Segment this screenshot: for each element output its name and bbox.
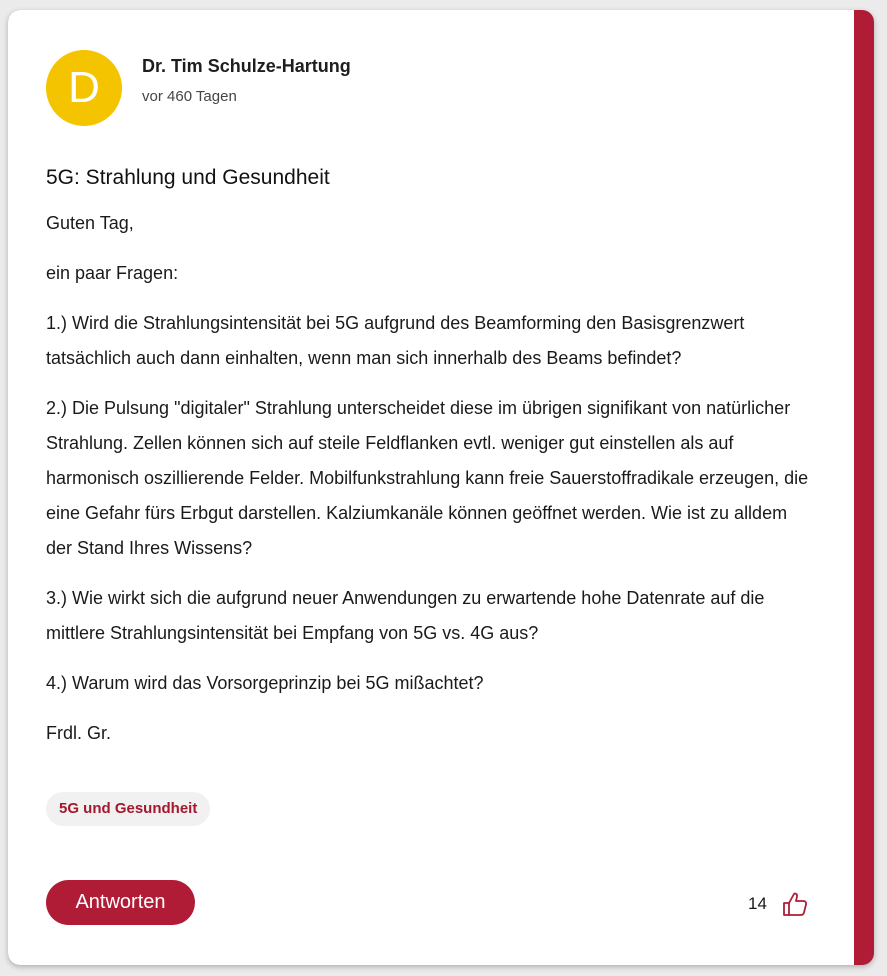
post-paragraph: 2.) Die Pulsung "digitaler" Strahlung unterscheidet diese im übrigen signifikant von natürlicher Strahlung. Zellen können sich auf steile Feldflanken evtl. weniger gut einstellen als auf harmonisch oszillierende Felder. Mobilfunkstrahlung kann freie Sauerstoffradikale erzeugen, die eine Gefahr fürs Erbgut darstellen. Kalziumkanäle können geöffnet werden. Wie ist zu alldem der Stand Ihres Wissens? [46, 398, 809, 558]
post-title: 5G: Strahlung und Gesundheit [46, 166, 330, 189]
thumbs-up-icon[interactable] [781, 890, 809, 918]
post-paragraph: ein paar Fragen: [46, 263, 179, 283]
author-name[interactable]: Dr. Tim Schulze-Hartung [142, 56, 351, 76]
post-card-frame [8, 10, 874, 965]
avatar[interactable] [46, 50, 122, 126]
post-paragraph: 4.) Warum wird das Vorsorgeprinzip bei 5G mißachtet? [46, 673, 484, 693]
post-paragraph: 1.) Wird die Strahlungsintensität bei 5G aufgrund des Beamforming den Basisgrenzwert tatsächlich auch dann einhalten, wenn man sich innerhalb des Beams befindet? [46, 313, 745, 368]
post-timestamp: vor 460 Tagen [142, 88, 237, 105]
topic-tag[interactable]: 5G und Gesundheit [46, 792, 210, 826]
like-count: 14 [748, 894, 767, 913]
post-card [8, 10, 854, 965]
post-paragraph: Frdl. Gr. [46, 723, 112, 743]
like-area [748, 890, 809, 918]
avatar-initial: D [68, 63, 100, 112]
post-body [46, 206, 816, 766]
post-paragraph: Guten Tag, [46, 213, 134, 233]
post-paragraph: 3.) Wie wirkt sich die aufgrund neuer Anwendungen zu erwartende hohe Datenrate auf die mittlere Strahlungsintensität bei Empfang von 5G vs. 4G aus? [46, 588, 765, 643]
reply-button[interactable]: Antworten [46, 880, 195, 925]
